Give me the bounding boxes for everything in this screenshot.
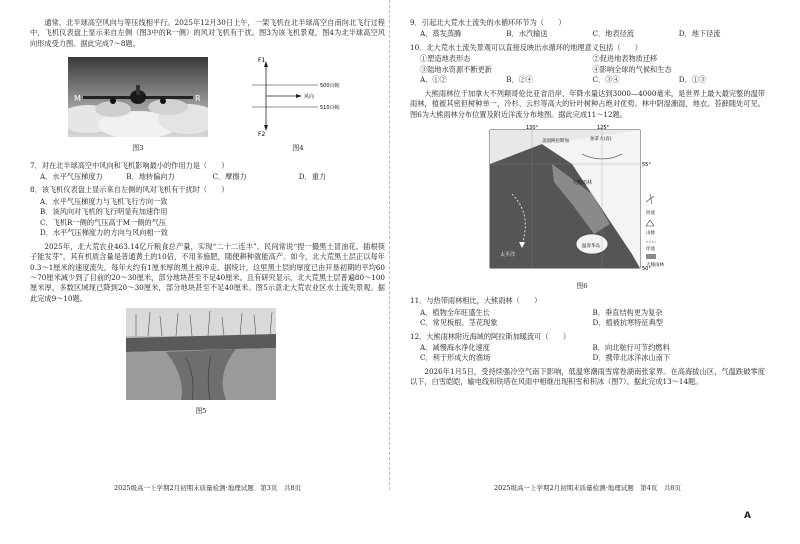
- q9-option-b[interactable]: B．水汽输送: [506, 29, 548, 39]
- fig6-vancouver: 温哥华岛: [582, 243, 600, 249]
- q10-item-1: ①塑造地表形态: [420, 54, 471, 64]
- q11-option-d[interactable]: D．植被抗寒特征典型: [592, 318, 663, 328]
- fig5-caption: 图5: [195, 406, 207, 415]
- fig4-f2: F2: [258, 131, 266, 138]
- footer-page-4: 2025级高一上学期2月初期末质量检测·地理试题 第4页 共8页: [493, 484, 681, 492]
- passage-2: 2025年，北大荒农业463.14亿斤粮食总产量，实现“二十二连丰”。民间常说“捏一撮黑土冒油花，插根筷子能发芽”，其有机质含量是普通黄土的10倍，不用多施肥，随便耕种就能高产。如今，北大荒黑土层正以每年0.3～1厘米的速度流失，每年大约有1厘米厚的黑土被冲走。据统计，这里黑土层的厚度已由开垦初期的平均60～70厘米减少到了目前的20～30厘米，部分地块甚至不足40厘米。且有研究显示，北大荒黑土层普遍80～100厘米厚，多数区域现已降到20～30厘米，部分地块甚至不足40厘米。图5示意北大荒农业区水土流失景观。据此完成9～10题。: [30, 241, 385, 303]
- q10-item-4: ④影响全球的气候和生态: [592, 64, 672, 74]
- fig4-f1: F1: [258, 57, 266, 65]
- column-divider: [389, 0, 390, 490]
- q11-options-row-2: [420, 318, 765, 328]
- figure-3: [68, 57, 208, 157]
- q10-items-row-1: [420, 54, 765, 64]
- legend-river: 河流: [646, 210, 655, 216]
- page-3: [30, 18, 385, 421]
- q8-options: [40, 197, 385, 239]
- paper-version-mark: A: [744, 511, 751, 521]
- question-7: 7．对在北半球高空中风向和飞机影响最小的作用力是（ ）: [30, 160, 229, 170]
- q11-option-c[interactable]: C．常见板根、茎花现象: [420, 318, 498, 328]
- q10-option-c[interactable]: C．③④: [592, 75, 620, 85]
- legend-current: 洋流: [646, 246, 655, 252]
- fig4-caption: 图4: [292, 143, 304, 152]
- q11-option-b[interactable]: B．垂直结构更为复杂: [592, 307, 663, 317]
- question-8: 8．该飞机仪表盘上显示来自左侧的风对飞机有干扰时（ ）: [30, 185, 229, 195]
- fig6-rainforest-label: 大熊雨林: [572, 179, 593, 186]
- q10-option-d[interactable]: D．①③: [678, 75, 707, 85]
- question-12: 12．大熊雨林附近海域的阿拉斯加暖流可（ ）: [410, 331, 571, 341]
- fig6-alaska: 美国阿拉斯加: [542, 138, 569, 144]
- q12-option-b[interactable]: B．向北航行可节约燃料: [592, 342, 670, 352]
- q9-options: [420, 29, 765, 39]
- fig6-pacific: 太平洋: [500, 251, 516, 258]
- fig4-510: 510百帕: [320, 105, 340, 112]
- fig6-50: 50°: [642, 265, 651, 272]
- passage-3: 大熊雨林位于加拿大不列颠哥伦比亚省沿岸，年降水量达到3000—4000毫米，是世界上最大最完整的温带雨林，植被其密但树种单一，冷杉、云杉等高大的针叶树种占绝对优势。林中阴湿潮湿，地衣、苔藓随处可见。图6为大熊雨林分布位置及附近洋流分布地图。据此完成11～12题。: [410, 88, 765, 119]
- fig6-130: 130°: [526, 124, 539, 131]
- footer-page-3: 2025级高一上学期2月初期末质量检测·地理试题 第3页 共8页: [113, 484, 301, 492]
- q11-option-a[interactable]: A．植物全年旺盛生长: [420, 307, 490, 317]
- q7-options: [40, 172, 385, 182]
- figure-row-3-4: [30, 55, 385, 157]
- q12-option-a[interactable]: A．减慢海水净化速度: [420, 342, 490, 352]
- q11-options-row-1: [420, 308, 765, 318]
- q8-option-d[interactable]: D．水平气压梯度力的方向与风向相一致: [40, 228, 168, 238]
- q10-options: [420, 75, 765, 85]
- q12-option-c[interactable]: C．利于形成大的渔场: [420, 353, 491, 363]
- q9-option-a[interactable]: A．蒸发蒸腾: [420, 29, 462, 39]
- rainforest-map: [482, 124, 682, 276]
- question-9: 9．引起北大荒水土流失的水循环环节为（ ）: [410, 18, 566, 27]
- page-4: [410, 18, 765, 390]
- q12-options-row-1: [420, 343, 765, 353]
- q8-option-c[interactable]: C．飞机R一侧的气压高于M一侧的气压: [40, 217, 167, 227]
- q10-item-3: ③陆地水资源不断更新: [420, 64, 492, 74]
- legend-mountain: 山脉: [646, 230, 655, 236]
- q10-item-2: ②促进地表物质迁移: [592, 54, 658, 64]
- figure-4: [238, 55, 358, 157]
- q7-option-c[interactable]: C．摩擦力: [212, 172, 247, 182]
- legend-forest: 大熊雨林: [646, 262, 664, 268]
- fig3-label-m: M: [74, 94, 81, 104]
- figure-5: [126, 308, 276, 416]
- q7-option-b[interactable]: B．地转偏向力: [126, 172, 175, 182]
- fig3-caption: 图3: [132, 143, 144, 152]
- fig6-125: 125°: [597, 124, 610, 131]
- q9-option-c[interactable]: C．地表径流: [592, 29, 634, 39]
- question-11: 11．与热带雨林相比，大熊雨林（ ）: [410, 296, 542, 306]
- passage-1: 通常，北半球高空风向与等压线相平行。2025年12月30日上午，一架飞机在北半球高空自南向北飞行过程中，飞机仪表盘上显示来自左侧（图3中的R一侧）的风对飞机有干扰。图3为该飞机景观，图4为北半球高空风向形成受力图。据此完成7～8题。: [30, 18, 385, 48]
- airplane-photo: [68, 57, 208, 137]
- q7-option-a[interactable]: A．水平气压梯度力: [40, 172, 103, 182]
- q8-option-a[interactable]: A．水平气压梯度力与飞机飞行方向一致: [40, 196, 168, 206]
- fig3-label-r: R: [195, 94, 201, 104]
- q12-option-d[interactable]: D．携带北冰洋冰山南下: [592, 353, 671, 363]
- fig6-legend: [646, 194, 664, 268]
- erosion-photo: [126, 308, 276, 400]
- q10-items-row-2: [420, 65, 765, 75]
- q7-option-d[interactable]: D．重力: [298, 172, 327, 182]
- passage-4: 2026年1月5日，受持续强冷空气南下影响，低温寒潮雨雪席卷湖南张家界。在高海拔山区，气温跌破零度以下，白雪皑皑，输电线和铁塔在风雨中相继出现积雪和积冰（图7）。据此完成13～14题。: [410, 366, 765, 387]
- fig6-caption: 图6: [576, 282, 588, 291]
- q10-option-a[interactable]: A．①②: [420, 75, 447, 85]
- fig6-canada: 加拿大(省): [590, 136, 612, 142]
- fig4-wind: 风向: [304, 94, 315, 101]
- q10-option-b[interactable]: B．②④: [506, 75, 534, 85]
- q9-option-d[interactable]: D．地下径流: [678, 29, 721, 39]
- fig6-55: 55°: [642, 161, 651, 168]
- figure-6: [482, 124, 682, 292]
- question-10: 10．北大荒水土流失景观可以直接反映出水循环的地理意义包括（ ）: [410, 42, 642, 52]
- q12-options-row-2: [420, 353, 765, 363]
- q8-option-b[interactable]: B．该风向对飞机的飞行明显有加速作用: [40, 207, 168, 217]
- fig4-500: 500百帕: [320, 83, 340, 90]
- force-diagram: [238, 55, 358, 137]
